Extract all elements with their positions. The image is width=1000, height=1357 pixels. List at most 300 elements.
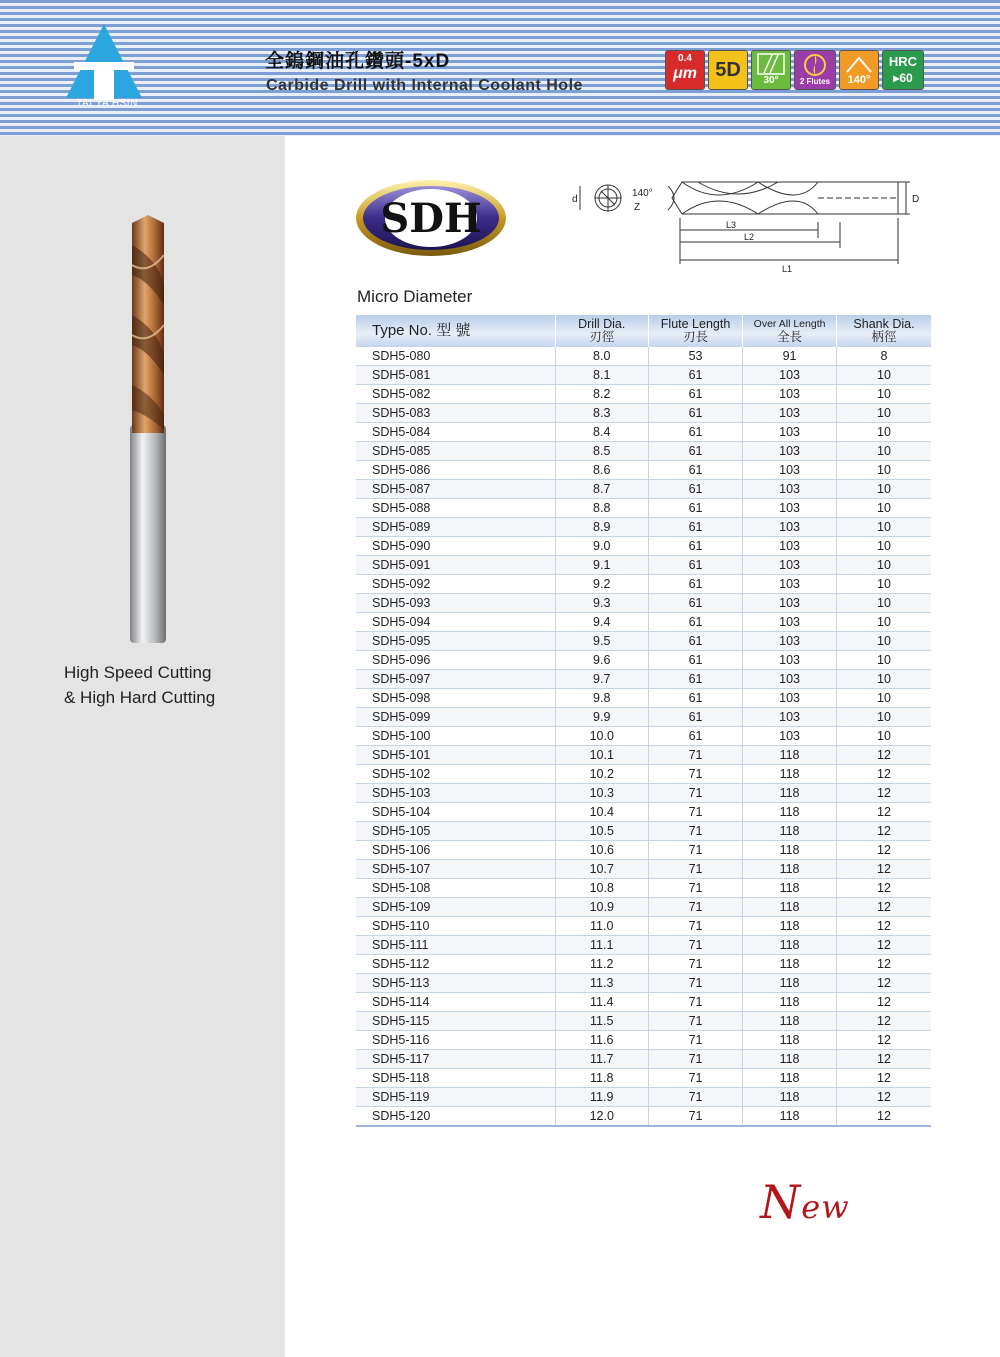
- cell-type-no: SDH5-105: [356, 822, 555, 841]
- cell-flute-length: 61: [648, 594, 742, 613]
- cell-overall-length: 118: [743, 803, 837, 822]
- cell-shank-dia: 10: [836, 518, 931, 537]
- cell-shank-dia: 12: [836, 993, 931, 1012]
- cell-type-no: SDH5-081: [356, 366, 555, 385]
- cell-type-no: SDH5-117: [356, 1050, 555, 1069]
- cell-flute-length: 71: [648, 898, 742, 917]
- cell-shank-dia: 12: [836, 1050, 931, 1069]
- cell-type-no: SDH5-100: [356, 727, 555, 746]
- cell-type-no: SDH5-097: [356, 670, 555, 689]
- diagram-l2-label: L2: [744, 232, 755, 242]
- cell-shank-dia: 10: [836, 461, 931, 480]
- cell-type-no: SDH5-084: [356, 423, 555, 442]
- cell-type-no: SDH5-094: [356, 613, 555, 632]
- table-row: [356, 537, 931, 556]
- cell-type-no: SDH5-083: [356, 404, 555, 423]
- point-angle-badge: [839, 50, 879, 90]
- header-overall-length: [743, 315, 837, 347]
- cell-drill-dia: 9.2: [555, 575, 648, 594]
- cell-type-no: SDH5-098: [356, 689, 555, 708]
- cell-shank-dia: 12: [836, 1069, 931, 1088]
- table-row: [356, 423, 931, 442]
- cell-flute-length: 61: [648, 461, 742, 480]
- cell-shank-dia: 10: [836, 575, 931, 594]
- table-row: [356, 651, 931, 670]
- cell-flute-length: 71: [648, 993, 742, 1012]
- cell-type-no: SDH5-080: [356, 347, 555, 366]
- cell-overall-length: 118: [743, 1107, 837, 1127]
- feature-text: [64, 660, 215, 710]
- point-angle-icon: [845, 54, 873, 74]
- cell-shank-dia: 12: [836, 841, 931, 860]
- cell-drill-dia: 10.6: [555, 841, 648, 860]
- cell-drill-dia: 8.3: [555, 404, 648, 423]
- micron-value: 0.4: [678, 53, 692, 64]
- cell-shank-dia: 10: [836, 404, 931, 423]
- table-row: [356, 993, 931, 1012]
- cell-shank-dia: 12: [836, 765, 931, 784]
- cell-type-no: SDH5-109: [356, 898, 555, 917]
- cell-flute-length: 71: [648, 1088, 742, 1107]
- table-row: [356, 879, 931, 898]
- table-row: [356, 347, 931, 366]
- table-row: [356, 860, 931, 879]
- point-angle-value: 140°: [847, 74, 871, 86]
- cell-flute-length: 71: [648, 822, 742, 841]
- cell-drill-dia: 11.0: [555, 917, 648, 936]
- cell-shank-dia: 12: [836, 803, 931, 822]
- feature-line-1: High Speed Cutting: [64, 663, 212, 682]
- cell-flute-length: 71: [648, 936, 742, 955]
- cell-shank-dia: 12: [836, 822, 931, 841]
- cell-flute-length: 61: [648, 385, 742, 404]
- cell-flute-length: 61: [648, 537, 742, 556]
- spec-badges: [665, 50, 924, 90]
- table-row: [356, 1050, 931, 1069]
- cell-type-no: SDH5-102: [356, 765, 555, 784]
- table-row: [356, 1107, 931, 1127]
- cell-overall-length: 103: [743, 442, 837, 461]
- header-shank-dia: [836, 315, 931, 347]
- cell-type-no: SDH5-115: [356, 1012, 555, 1031]
- header-drill-dia: [555, 315, 648, 347]
- cell-drill-dia: 11.1: [555, 936, 648, 955]
- table-row: [356, 841, 931, 860]
- cell-overall-length: 91: [743, 347, 837, 366]
- flutes-badge: [794, 50, 836, 90]
- cell-flute-length: 71: [648, 784, 742, 803]
- cell-type-no: SDH5-087: [356, 480, 555, 499]
- cell-shank-dia: 10: [836, 594, 931, 613]
- cell-type-no: SDH5-106: [356, 841, 555, 860]
- cell-flute-length: 71: [648, 974, 742, 993]
- page-header: [0, 0, 1000, 136]
- cell-shank-dia: 12: [836, 879, 931, 898]
- cell-shank-dia: 12: [836, 1088, 931, 1107]
- cell-type-no: SDH5-116: [356, 1031, 555, 1050]
- diagram-d-label: d: [572, 194, 578, 205]
- cell-type-no: SDH5-096: [356, 651, 555, 670]
- table-row: [356, 727, 931, 746]
- cell-drill-dia: 8.1: [555, 366, 648, 385]
- cell-shank-dia: 8: [836, 347, 931, 366]
- cell-flute-length: 71: [648, 1069, 742, 1088]
- diagram-l3-label: L3: [726, 220, 737, 230]
- cell-overall-length: 118: [743, 917, 837, 936]
- cell-shank-dia: 12: [836, 1012, 931, 1031]
- cell-type-no: SDH5-103: [356, 784, 555, 803]
- cell-type-no: SDH5-107: [356, 860, 555, 879]
- table-header-row: [356, 315, 931, 347]
- table-row: [356, 955, 931, 974]
- sdh-logo-icon: [355, 178, 508, 258]
- cell-flute-length: 71: [648, 841, 742, 860]
- cell-shank-dia: 12: [836, 1031, 931, 1050]
- cell-type-no: SDH5-089: [356, 518, 555, 537]
- cell-drill-dia: 9.7: [555, 670, 648, 689]
- cell-flute-length: 71: [648, 955, 742, 974]
- cell-overall-length: 103: [743, 575, 837, 594]
- cell-overall-length: 118: [743, 1031, 837, 1050]
- cell-overall-length: 103: [743, 613, 837, 632]
- hrc-label: HRC: [888, 54, 918, 69]
- cell-drill-dia: 10.0: [555, 727, 648, 746]
- cell-overall-length: 103: [743, 708, 837, 727]
- cell-type-no: SDH5-093: [356, 594, 555, 613]
- table-row: [356, 917, 931, 936]
- cell-drill-dia: 9.8: [555, 689, 648, 708]
- cell-type-no: SDH5-119: [356, 1088, 555, 1107]
- cell-flute-length: 71: [648, 917, 742, 936]
- new-mark-rest: ew: [801, 1188, 850, 1226]
- flute-section-icon: [803, 53, 827, 77]
- cell-drill-dia: 8.4: [555, 423, 648, 442]
- cell-type-no: SDH5-099: [356, 708, 555, 727]
- cell-shank-dia: 10: [836, 385, 931, 404]
- drill-photo: [118, 215, 178, 645]
- table-row: [356, 670, 931, 689]
- cell-flute-length: 61: [648, 575, 742, 594]
- table-row: [356, 974, 931, 993]
- cell-type-no: SDH5-113: [356, 974, 555, 993]
- cell-flute-length: 71: [648, 1050, 742, 1069]
- cell-type-no: SDH5-090: [356, 537, 555, 556]
- diagram-angle-label: 140°: [632, 188, 653, 199]
- cell-shank-dia: 12: [836, 974, 931, 993]
- cell-overall-length: 103: [743, 651, 837, 670]
- cell-type-no: SDH5-101: [356, 746, 555, 765]
- header-shank-dia-en: Shank Dia.: [853, 316, 915, 331]
- header-type-no: Type No. 型 號: [356, 315, 555, 347]
- section-title: Micro Diameter: [357, 287, 473, 306]
- cell-drill-dia: 9.1: [555, 556, 648, 575]
- cell-flute-length: 61: [648, 613, 742, 632]
- table-row: [356, 575, 931, 594]
- cell-shank-dia: 12: [836, 784, 931, 803]
- cell-drill-dia: 12.0: [555, 1107, 648, 1127]
- cell-overall-length: 103: [743, 556, 837, 575]
- cell-overall-length: 118: [743, 993, 837, 1012]
- cell-drill-dia: 11.7: [555, 1050, 648, 1069]
- cell-overall-length: 118: [743, 936, 837, 955]
- cell-shank-dia: 12: [836, 746, 931, 765]
- cell-drill-dia: 9.0: [555, 537, 648, 556]
- cell-drill-dia: 10.3: [555, 784, 648, 803]
- cell-flute-length: 61: [648, 727, 742, 746]
- header-flute-length-cn: 刃長: [683, 329, 709, 344]
- cell-overall-length: 103: [743, 689, 837, 708]
- cell-shank-dia: 10: [836, 727, 931, 746]
- cell-drill-dia: 10.5: [555, 822, 648, 841]
- cell-shank-dia: 12: [836, 1107, 931, 1127]
- cell-shank-dia: 10: [836, 708, 931, 727]
- table-row: [356, 404, 931, 423]
- table-row: [356, 1088, 931, 1107]
- cell-type-no: SDH5-111: [356, 936, 555, 955]
- cell-overall-length: 103: [743, 537, 837, 556]
- cell-flute-length: 71: [648, 746, 742, 765]
- table-body: [356, 347, 931, 1127]
- cell-type-no: SDH5-092: [356, 575, 555, 594]
- cell-drill-dia: 9.5: [555, 632, 648, 651]
- cell-flute-length: 61: [648, 499, 742, 518]
- table-row: [356, 898, 931, 917]
- cell-flute-length: 71: [648, 803, 742, 822]
- hardness-badge: [882, 50, 924, 90]
- cell-type-no: SDH5-082: [356, 385, 555, 404]
- cell-type-no: SDH5-110: [356, 917, 555, 936]
- cell-shank-dia: 10: [836, 537, 931, 556]
- table-row: [356, 366, 931, 385]
- header-flute-length-en: Flute Length: [660, 316, 731, 331]
- cell-overall-length: 118: [743, 955, 837, 974]
- cell-type-no: SDH5-112: [356, 955, 555, 974]
- header-drill-dia-en: Drill Dia.: [578, 316, 626, 331]
- cell-drill-dia: 10.1: [555, 746, 648, 765]
- cell-type-no: SDH5-104: [356, 803, 555, 822]
- depth-badge: 5D: [708, 50, 748, 90]
- cell-flute-length: 71: [648, 1031, 742, 1050]
- header-flute-length: [648, 315, 742, 347]
- cell-flute-length: 71: [648, 1107, 742, 1127]
- cell-flute-length: 61: [648, 366, 742, 385]
- page-title-en: Carbide Drill with Internal Coolant Hole: [266, 77, 583, 94]
- cell-shank-dia: 10: [836, 423, 931, 442]
- new-product-mark: [760, 1175, 850, 1229]
- cell-flute-length: 71: [648, 860, 742, 879]
- cell-drill-dia: 8.0: [555, 347, 648, 366]
- cell-drill-dia: 9.4: [555, 613, 648, 632]
- cell-overall-length: 103: [743, 385, 837, 404]
- cell-drill-dia: 11.6: [555, 1031, 648, 1050]
- cell-shank-dia: 10: [836, 442, 931, 461]
- cell-flute-length: 61: [648, 442, 742, 461]
- cell-overall-length: 103: [743, 480, 837, 499]
- table-row: [356, 1012, 931, 1031]
- cell-drill-dia: 10.7: [555, 860, 648, 879]
- cell-flute-length: 61: [648, 689, 742, 708]
- cell-drill-dia: 11.5: [555, 1012, 648, 1031]
- table-row: [356, 708, 931, 727]
- cell-overall-length: 118: [743, 746, 837, 765]
- cell-overall-length: 103: [743, 518, 837, 537]
- cell-overall-length: 118: [743, 841, 837, 860]
- specification-table: [356, 315, 931, 1127]
- cell-type-no: SDH5-108: [356, 879, 555, 898]
- cell-drill-dia: 10.9: [555, 898, 648, 917]
- cell-shank-dia: 12: [836, 936, 931, 955]
- table-row: [356, 784, 931, 803]
- table-row: [356, 822, 931, 841]
- cell-overall-length: 103: [743, 404, 837, 423]
- cell-type-no: SDH5-088: [356, 499, 555, 518]
- cell-flute-length: 61: [648, 708, 742, 727]
- cell-type-no: SDH5-085: [356, 442, 555, 461]
- cell-flute-length: 53: [648, 347, 742, 366]
- cell-flute-length: 61: [648, 670, 742, 689]
- table-row: [356, 803, 931, 822]
- cell-overall-length: 103: [743, 366, 837, 385]
- new-mark-initial: N: [760, 1175, 802, 1229]
- cell-overall-length: 118: [743, 974, 837, 993]
- cell-drill-dia: 8.5: [555, 442, 648, 461]
- cell-flute-length: 61: [648, 518, 742, 537]
- hrc-value: ▸60: [893, 71, 913, 85]
- header-drill-dia-cn: 刃徑: [589, 329, 615, 344]
- micron-badge: [665, 50, 705, 90]
- cell-flute-length: 61: [648, 556, 742, 575]
- table-row: [356, 613, 931, 632]
- cell-overall-length: 103: [743, 594, 837, 613]
- table-row: [356, 499, 931, 518]
- cell-overall-length: 118: [743, 879, 837, 898]
- cell-shank-dia: 10: [836, 556, 931, 575]
- table-row: [356, 936, 931, 955]
- cell-type-no: SDH5-118: [356, 1069, 555, 1088]
- header-overall-length-en: Over All Length: [753, 317, 826, 330]
- table-row: [356, 461, 931, 480]
- cell-drill-dia: 11.8: [555, 1069, 648, 1088]
- company-name: TAI YA HSIN: [76, 98, 138, 109]
- cell-shank-dia: 12: [836, 898, 931, 917]
- cell-drill-dia: 8.2: [555, 385, 648, 404]
- cell-flute-length: 61: [648, 480, 742, 499]
- sdh-logo-text: SDH: [380, 195, 482, 242]
- cell-shank-dia: 12: [836, 860, 931, 879]
- helix-icon: [756, 53, 786, 75]
- cell-flute-length: 71: [648, 879, 742, 898]
- table-row: [356, 746, 931, 765]
- table-row: [356, 556, 931, 575]
- helix-badge: [751, 50, 791, 90]
- cell-drill-dia: 8.7: [555, 480, 648, 499]
- cell-drill-dia: 8.9: [555, 518, 648, 537]
- micron-unit: μm: [673, 65, 697, 82]
- flutes-value: 2 Flutes: [799, 77, 831, 86]
- cell-shank-dia: 10: [836, 499, 931, 518]
- cell-type-no: SDH5-086: [356, 461, 555, 480]
- cell-overall-length: 118: [743, 860, 837, 879]
- cell-overall-length: 118: [743, 765, 837, 784]
- cell-drill-dia: 9.9: [555, 708, 648, 727]
- table-row: [356, 632, 931, 651]
- cell-shank-dia: 10: [836, 613, 931, 632]
- page-title-cn: 全鎢鋼油孔鑽頭-5xD: [265, 51, 451, 72]
- cell-overall-length: 118: [743, 1069, 837, 1088]
- feature-line-2: & High Hard Cutting: [64, 688, 216, 707]
- drill-dimension-diagram: [568, 168, 928, 278]
- cell-overall-length: 103: [743, 632, 837, 651]
- cell-overall-length: 103: [743, 423, 837, 442]
- cell-drill-dia: 11.3: [555, 974, 648, 993]
- header-overall-length-cn: 全長: [777, 329, 803, 344]
- diagram-z-label: Z: [634, 202, 641, 213]
- table-row: [356, 1069, 931, 1088]
- table-row: [356, 385, 931, 404]
- cell-flute-length: 71: [648, 1012, 742, 1031]
- cell-type-no: SDH5-091: [356, 556, 555, 575]
- table-row: [356, 480, 931, 499]
- cell-overall-length: 103: [743, 499, 837, 518]
- cell-shank-dia: 10: [836, 632, 931, 651]
- cell-overall-length: 118: [743, 898, 837, 917]
- cell-flute-length: 61: [648, 423, 742, 442]
- cell-type-no: SDH5-114: [356, 993, 555, 1012]
- table-row: [356, 518, 931, 537]
- cell-flute-length: 71: [648, 765, 742, 784]
- cell-drill-dia: 8.8: [555, 499, 648, 518]
- cell-shank-dia: 10: [836, 670, 931, 689]
- table-row: [356, 594, 931, 613]
- cell-shank-dia: 10: [836, 366, 931, 385]
- cell-overall-length: 118: [743, 1050, 837, 1069]
- cell-shank-dia: 10: [836, 480, 931, 499]
- cell-overall-length: 103: [743, 461, 837, 480]
- diagram-big-d-label: D: [912, 194, 920, 205]
- cell-overall-length: 118: [743, 784, 837, 803]
- cell-drill-dia: 10.8: [555, 879, 648, 898]
- cell-shank-dia: 12: [836, 917, 931, 936]
- cell-overall-length: 103: [743, 727, 837, 746]
- cell-type-no: SDH5-095: [356, 632, 555, 651]
- cell-shank-dia: 10: [836, 689, 931, 708]
- cell-shank-dia: 12: [836, 955, 931, 974]
- cell-overall-length: 118: [743, 1088, 837, 1107]
- cell-flute-length: 61: [648, 632, 742, 651]
- table-row: [356, 765, 931, 784]
- cell-drill-dia: 10.4: [555, 803, 648, 822]
- cell-drill-dia: 11.2: [555, 955, 648, 974]
- header-shank-dia-cn: 柄徑: [871, 329, 897, 344]
- helix-value: 30°: [763, 75, 779, 86]
- cell-type-no: SDH5-120: [356, 1107, 555, 1127]
- table-row: [356, 689, 931, 708]
- diagram-l1-label: L1: [782, 264, 793, 274]
- cell-drill-dia: 9.3: [555, 594, 648, 613]
- cell-shank-dia: 10: [836, 651, 931, 670]
- cell-flute-length: 61: [648, 651, 742, 670]
- cell-drill-dia: 9.6: [555, 651, 648, 670]
- cell-overall-length: 118: [743, 1012, 837, 1031]
- cell-drill-dia: 11.9: [555, 1088, 648, 1107]
- table-row: [356, 1031, 931, 1050]
- cell-overall-length: 103: [743, 670, 837, 689]
- cell-overall-length: 118: [743, 822, 837, 841]
- cell-flute-length: 61: [648, 404, 742, 423]
- cell-drill-dia: 10.2: [555, 765, 648, 784]
- cell-drill-dia: 8.6: [555, 461, 648, 480]
- cell-drill-dia: 11.4: [555, 993, 648, 1012]
